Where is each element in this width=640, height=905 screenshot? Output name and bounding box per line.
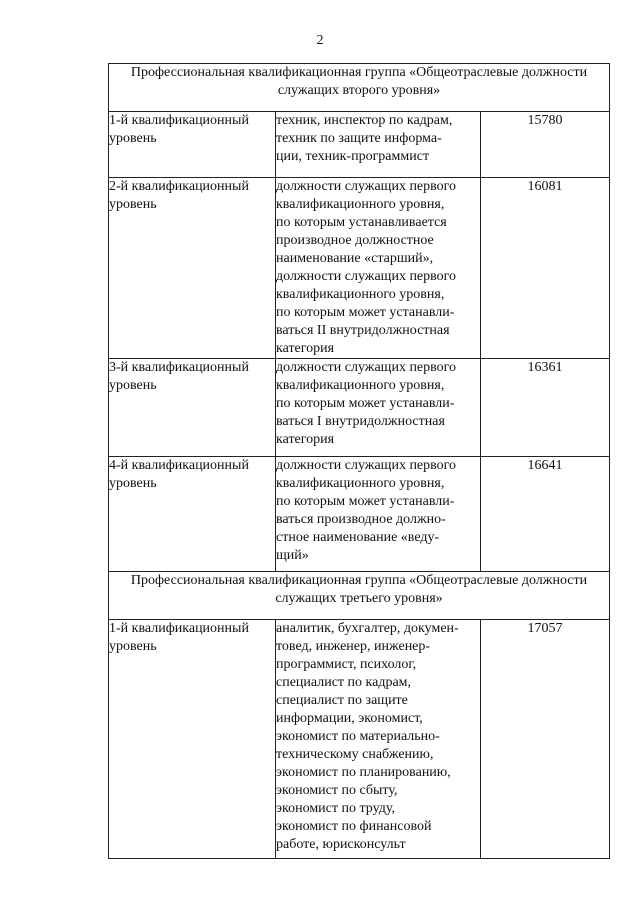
positions-text-line: специалист по кадрам, xyxy=(276,675,412,690)
positions-cell xyxy=(276,620,481,859)
table-row xyxy=(109,178,610,359)
positions-text-line: стное наименование «веду- xyxy=(276,530,440,545)
positions-text-line: по которым устанавливается xyxy=(276,215,447,230)
group-title xyxy=(109,572,610,620)
table-row xyxy=(109,112,610,178)
positions-text-line: по которым может устанавли- xyxy=(276,494,455,509)
positions-text-line: техник, инспектор по кадрам, xyxy=(276,113,453,128)
positions-text-line: производное должностное xyxy=(276,233,434,248)
level-text-line: уровень xyxy=(109,476,157,491)
positions-text-line: экономист по труду, xyxy=(276,801,395,816)
positions-text-line: ваться производное должно- xyxy=(276,512,446,527)
level-cell xyxy=(109,359,276,457)
positions-text-line: категория xyxy=(276,432,335,447)
positions-text-line: ваться I внутридолжностная xyxy=(276,414,445,429)
group-title-line: Профессиональная квалификационная группа «Общеотраслевые должности xyxy=(130,65,588,80)
positions-text-line: квалификационного уровня, xyxy=(276,378,445,393)
positions-text-line: экономист по финансовой xyxy=(276,819,432,834)
positions-text-line: должности служащих первого xyxy=(276,360,457,375)
level-text-line: 4-й квалификационный xyxy=(109,458,249,473)
positions-text-line: техническому снабжению, xyxy=(276,747,434,762)
amount-cell: 16361 xyxy=(481,359,610,457)
level-cell xyxy=(109,620,276,859)
level-cell xyxy=(109,457,276,572)
amount-cell: 16081 xyxy=(481,178,610,359)
level-text-line: 3-й квалификационный xyxy=(109,360,249,375)
group-header-row xyxy=(109,572,610,620)
salary-table xyxy=(108,63,610,859)
amount-cell: 15780 xyxy=(481,112,610,178)
positions-cell xyxy=(276,457,481,572)
table-row xyxy=(109,457,610,572)
positions-text-line: экономист по планированию, xyxy=(276,765,451,780)
positions-text-line: ваться II внутридолжностная xyxy=(276,323,450,338)
positions-text-line: работе, юрисконсульт xyxy=(276,837,406,852)
positions-text-line: специалист по защите xyxy=(276,693,408,708)
positions-cell xyxy=(276,178,481,359)
level-text-line: 2-й квалификационный xyxy=(109,179,249,194)
positions-text-line: щий» xyxy=(276,548,309,563)
positions-text-line: должности служащих первого xyxy=(276,179,457,194)
group-title-line: служащих третьего уровня» xyxy=(275,591,443,606)
positions-cell xyxy=(276,112,481,178)
positions-text-line: по которым может устанавли- xyxy=(276,396,455,411)
table-row xyxy=(109,359,610,457)
group-header-row xyxy=(109,64,610,112)
positions-text-line: квалификационного уровня, xyxy=(276,476,445,491)
page-number: 2 xyxy=(316,33,324,48)
positions-cell xyxy=(276,359,481,457)
positions-text-line: программист, психолог, xyxy=(276,657,417,672)
positions-text-line: наименование «старший», xyxy=(276,251,434,266)
positions-text-line: экономист по материально- xyxy=(276,729,440,744)
level-cell xyxy=(109,178,276,359)
level-text-line: уровень xyxy=(109,131,157,146)
positions-text-line: экономист по сбыту, xyxy=(276,783,398,798)
amount-cell: 17057 xyxy=(481,620,610,859)
group-title xyxy=(109,64,610,112)
positions-text-line: техник по защите информа- xyxy=(276,131,442,146)
positions-text-line: должности служащих первого xyxy=(276,269,457,284)
positions-text-line: квалификационного уровня, xyxy=(276,197,445,212)
positions-text-line: аналитик, бухгалтер, докумен- xyxy=(276,621,459,636)
level-text-line: 1-й квалификационный xyxy=(109,621,249,636)
group-title-line: служащих второго уровня» xyxy=(277,83,441,98)
positions-text-line: товед, инженер, инженер- xyxy=(276,639,431,654)
amount-cell: 16641 xyxy=(481,457,610,572)
level-cell xyxy=(109,112,276,178)
level-text-line: уровень xyxy=(109,378,157,393)
positions-text-line: ции, техник-программист xyxy=(276,149,430,164)
positions-text-line: квалификационного уровня, xyxy=(276,287,445,302)
level-text-line: 1-й квалификационный xyxy=(109,113,249,128)
positions-text-line: категория xyxy=(276,341,335,356)
positions-text-line: по которым может устанавли- xyxy=(276,305,455,320)
positions-text-line: должности служащих первого xyxy=(276,458,457,473)
table-row xyxy=(109,620,610,859)
group-title-line: Профессиональная квалификационная группа «Общеотраслевые должности xyxy=(130,573,588,588)
positions-text-line: информации, экономист, xyxy=(276,711,423,726)
level-text-line: уровень xyxy=(109,197,157,212)
level-text-line: уровень xyxy=(109,639,157,654)
